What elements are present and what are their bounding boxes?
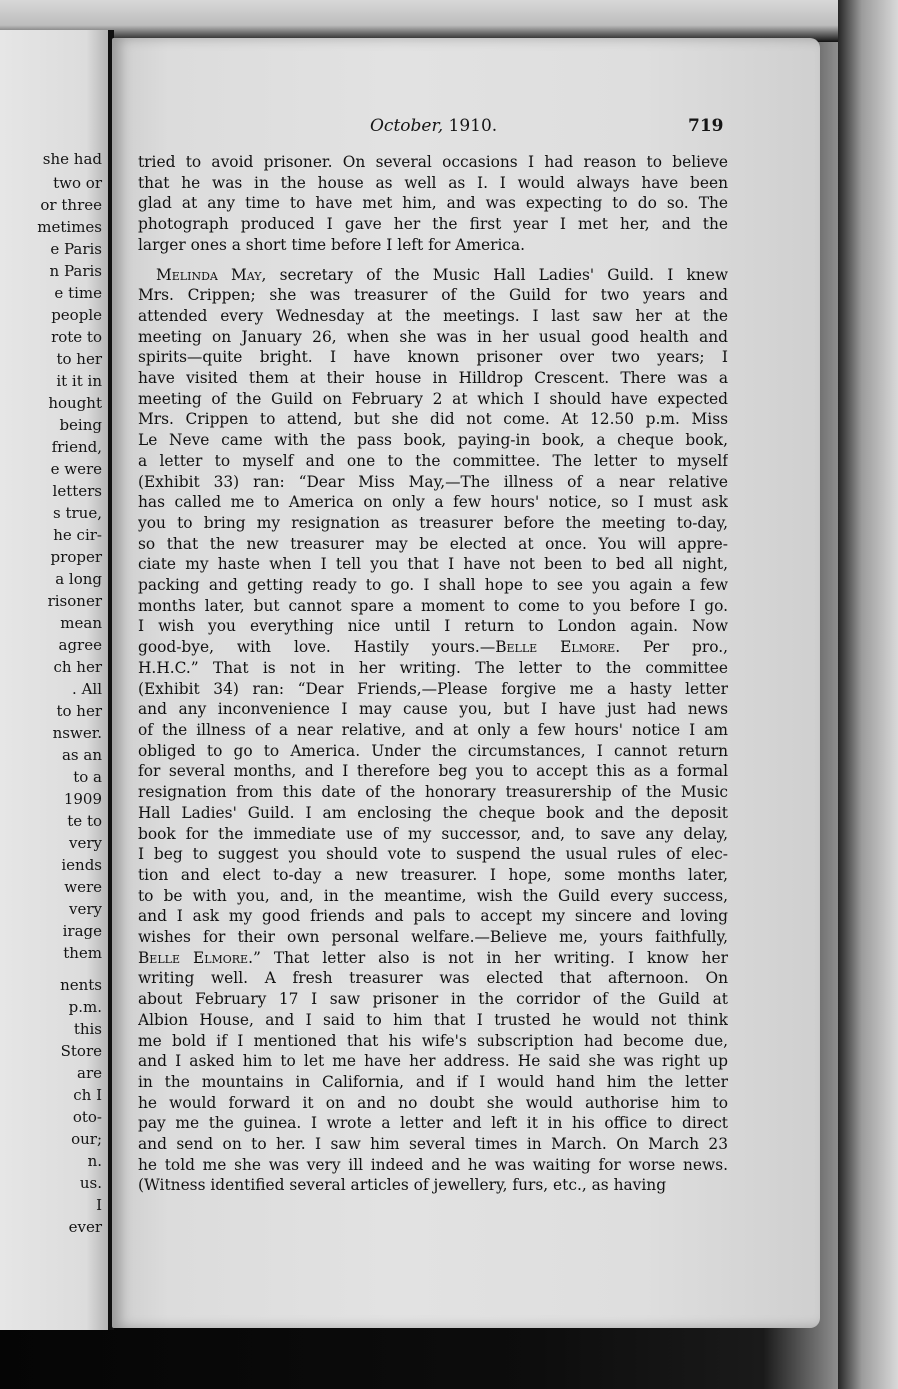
facing-page-fragment-line: iends xyxy=(61,856,102,874)
text-line: book for the immediate use of my successor, and, to save any delay, xyxy=(138,824,728,843)
text-line: me bold if I mentioned that his wife's subscription had become due, xyxy=(138,1031,728,1050)
text-line: tion and elect to-day a new treasurer. I hope, some months later, xyxy=(138,865,728,884)
text-line: Albion House, and I said to him that I trusted he would not think xyxy=(138,1010,728,1029)
text-line: I beg to suggest you should vote to suspend the usual rules of elec- xyxy=(138,845,728,864)
text-line: Belle Elmore.” That letter also is not in her writing. I know her xyxy=(138,948,728,967)
facing-page-fragment-line: risoner xyxy=(47,592,102,610)
facing-page-fragment-line: a long xyxy=(55,570,102,588)
facing-page-fragment-line: nswer. xyxy=(52,724,102,742)
facing-page-fragment-line: or three xyxy=(40,196,102,214)
facing-page-fragment-line: it it in xyxy=(56,372,102,390)
facing-page-fragment-line: hought xyxy=(48,394,102,412)
facing-page-fragment-line: very xyxy=(69,834,102,852)
text-line: (Exhibit 33) ran: “Dear Miss May,—The illness of a near relative xyxy=(138,472,728,491)
right-edge xyxy=(838,0,898,1389)
text-line: that he was in the house as well as I. I would always have been xyxy=(138,173,728,192)
facing-page-fragment-line: metimes xyxy=(37,218,102,236)
facing-page-fragment-line: she had xyxy=(42,150,102,168)
text-line: of the illness of a near relative, and at only a few hours' notice I am xyxy=(138,720,728,739)
facing-page-fragment-line: Store xyxy=(60,1042,102,1060)
text-line: Hall Ladies' Guild. I am enclosing the cheque book and the deposit xyxy=(138,803,728,822)
text-line: tried to avoid prisoner. On several occasions I had reason to believe xyxy=(138,153,728,171)
facing-page-fragment-line: two or xyxy=(53,174,102,192)
text-line: in the mountains in California, and if I would hand him the letter xyxy=(138,1072,728,1091)
text-line: H.H.C.” That is not in her writing. The letter to the committee xyxy=(138,658,728,677)
text-line: (Exhibit 34) ran: “Dear Friends,—Please forgive me a hasty letter xyxy=(138,679,728,698)
facing-page-fragment-line: e time xyxy=(54,284,102,302)
header-month: October, xyxy=(370,116,444,136)
header-date xyxy=(370,116,497,136)
text-line: obliged to go to America. Under the circumstances, I cannot return xyxy=(138,741,728,760)
book-page xyxy=(112,38,820,1328)
facing-page-fragment-line: e Paris xyxy=(50,240,102,258)
text-line: Le Neve came with the pass book, paying-in book, a cheque book, xyxy=(138,431,728,450)
facing-page-fragment-line: them xyxy=(63,944,102,962)
facing-page-fragment-line: being xyxy=(59,416,102,434)
facing-page-fragment-line: agree xyxy=(58,636,102,654)
facing-page-fragment xyxy=(0,30,114,1330)
text-line: you to bring my resignation as treasurer before the meeting to-day, xyxy=(138,513,728,532)
facing-page-fragment-line: s true, xyxy=(53,504,102,522)
text-line: and any inconvenience I may cause you, but I have just had news xyxy=(138,700,728,719)
page-body xyxy=(138,152,728,1196)
facing-page-fragment-line: irage xyxy=(62,922,102,940)
text-line: attended every Wednesday at the meetings. I last saw her at the xyxy=(138,306,728,325)
facing-page-fragment-line: I xyxy=(96,1196,102,1214)
text-line: glad at any time to have met him, and was expecting to do so. The xyxy=(138,194,728,213)
text-line: (Witness identified several articles of jewellery, furs, etc., as having xyxy=(138,1176,667,1195)
facing-page-fragment-line: te to xyxy=(67,812,102,830)
text-line: a letter to myself and one to the committee. The letter to myself xyxy=(138,451,728,470)
text-line: spirits—quite bright. I have known prisoner over two years; I xyxy=(138,348,728,367)
text-line: have visited them at their house in Hilldrop Crescent. There was a xyxy=(138,369,728,388)
facing-page-fragment-line: e were xyxy=(50,460,102,478)
facing-page-fragment-line: people xyxy=(51,306,102,324)
text-line: he would forward it on and no doubt she would authorise him to xyxy=(138,1093,728,1112)
facing-page-fragment-line: nents xyxy=(60,976,102,994)
facing-page-fragment-line: to her xyxy=(56,702,102,720)
text-line: meeting of the Guild on February 2 at which I should have expected xyxy=(138,389,728,408)
text-line: he told me she was very ill indeed and he was waiting for worse news. xyxy=(138,1155,728,1174)
facing-page-fragment-line: ch I xyxy=(73,1086,102,1104)
paragraph xyxy=(138,152,728,256)
facing-page-fragment-line: rote to xyxy=(51,328,102,346)
text-line: Mrs. Crippen to attend, but she did not come. At 12.50 p.m. Miss xyxy=(138,410,728,429)
facing-page-fragment-line: to her xyxy=(56,350,102,368)
text-line: Melinda May, secretary of the Music Hall Ladies' Guild. I knew xyxy=(156,265,728,284)
facing-page-fragment-line: oto- xyxy=(72,1108,102,1126)
facing-page-fragment-line: he cir- xyxy=(53,526,102,544)
text-line: so that the new treasurer may be elected at once. You will appre- xyxy=(138,534,728,553)
text-line: writing well. A fresh treasurer was elected that afternoon. On xyxy=(138,969,728,988)
text-line: larger ones a short time before I left for America. xyxy=(138,235,526,254)
facing-page-fragment-line: proper xyxy=(50,548,102,566)
page-number: 719 xyxy=(688,116,724,136)
facing-page-fragment-line: are xyxy=(77,1064,102,1082)
text-line: has called me to America on only a few hours' notice, so I must ask xyxy=(138,493,728,512)
facing-page-fragment-line: to a xyxy=(73,768,102,786)
text-line: good-bye, with love. Hastily yours.—Belle Elmore. Per pro., xyxy=(138,638,728,657)
text-line: I wish you everything nice until I return to London again. Now xyxy=(138,617,728,636)
facing-page-fragment-line: this xyxy=(73,1020,102,1038)
text-line: about February 17 I saw prisoner in the corridor of the Guild at xyxy=(138,990,728,1009)
text-line: wishes for their own personal welfare.—Believe me, yours faithfully, xyxy=(138,928,728,947)
text-line: months later, but cannot spare a moment to come to you before I go. xyxy=(138,596,728,615)
facing-page-fragment-line: n Paris xyxy=(49,262,102,280)
facing-page-fragment-line: were xyxy=(64,878,102,896)
facing-page-fragment-line: very xyxy=(69,900,102,918)
text-line: resignation from this date of the honorary treasurership of the Music xyxy=(138,783,728,802)
text-line: photograph produced I gave her the first year I met her, and the xyxy=(138,215,728,234)
witness-name: Melinda May, xyxy=(156,265,267,284)
facing-page-fragment-line: our; xyxy=(71,1130,102,1148)
facing-page-fragment-line: ch her xyxy=(53,658,102,676)
facing-page-fragment-line: as an xyxy=(61,746,102,764)
text-line: to be with you, and, in the meantime, wish the Guild every success, xyxy=(138,886,728,905)
facing-page-fragment-line: 1909 xyxy=(63,790,102,808)
facing-page-fragment-line: ever xyxy=(68,1218,102,1236)
text-line: and I asked him to let me have her address. He said she was right up xyxy=(138,1052,728,1071)
facing-page-fragment-line: . All xyxy=(72,680,102,698)
facing-page-fragment-line: mean xyxy=(60,614,102,632)
small-caps-name: Belle Elmore xyxy=(495,638,616,657)
facing-page-fragment-line: us. xyxy=(79,1174,102,1192)
facing-page-fragment-line: n. xyxy=(87,1152,102,1170)
top-edge xyxy=(0,0,898,42)
facing-page-fragment-line: friend, xyxy=(51,438,102,456)
text-line: ciate my haste when I tell you that I have not been to bed all night, xyxy=(138,555,728,574)
small-caps-name: Belle Elmore xyxy=(138,948,249,967)
header-year: 1910. xyxy=(448,116,498,136)
text-line: and send on to her. I saw him several times in March. On March 23 xyxy=(138,1135,728,1154)
text-line: pay me the guinea. I wrote a letter and left it in his office to direct xyxy=(138,1114,728,1133)
text-line: packing and getting ready to go. I shall hope to see you again a few xyxy=(138,576,728,595)
facing-page-fragment-line: p.m. xyxy=(68,998,102,1016)
text-line: and I ask my good friends and pals to accept my sincere and loving xyxy=(138,907,728,926)
facing-page-fragment-line: letters xyxy=(52,482,102,500)
text-line: meeting on January 26, when she was in her usual good health and xyxy=(138,327,728,346)
paragraph xyxy=(138,265,728,1197)
text-line: for several months, and I therefore beg you to accept this as a formal xyxy=(138,762,728,781)
text-line: Mrs. Crippen; she was treasurer of the Guild for two years and xyxy=(138,286,728,305)
